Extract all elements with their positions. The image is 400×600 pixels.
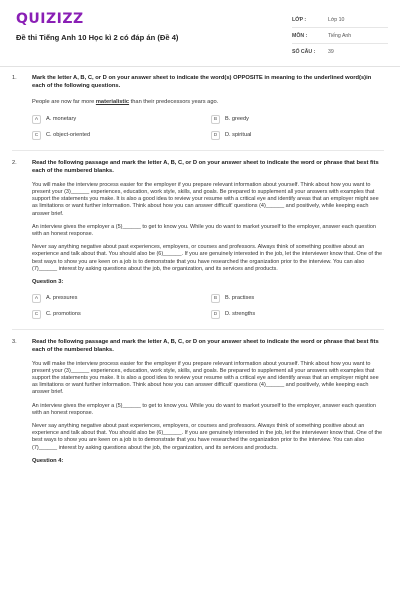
statement-after: than their predecessors years ago. <box>129 98 219 105</box>
sub-question-label: Question 4: <box>32 457 64 464</box>
passage-paragraph: You will make the interview process easier for the employer if you prepare relevant information about yourself. Think about how you want to present your (3)______ experiences, education, work style, skills, and goals. Be prepared to supplement all your answers with examples that support the statements you make. It is also a good idea to review your resume with a critical eye and identify areas that an employer might see as limitations or want further information. Think about how you can answer difficult' questions (4)______ and positively, while keeping each answer brief. <box>32 181 379 217</box>
question-prompt: Read the following passage and mark the letter A, B, C, or D on your answer sheet to indicate the word or phrase that best fits each of the numbered blanks. <box>32 339 379 353</box>
option-letter-box[interactable]: C <box>32 310 41 319</box>
option-text: D. strengths <box>225 311 256 318</box>
question-number: 2. <box>12 160 17 167</box>
option-a[interactable] <box>32 114 205 124</box>
option-text: A. monetary <box>46 116 77 123</box>
option-letter-box[interactable]: D <box>211 131 220 140</box>
question-header <box>12 339 384 355</box>
meta-label: SỐ CÂU : <box>292 48 316 55</box>
passage-paragraph: An interview gives the employer a (5)______ to get to know you. While you do want to market yourself to the employer, answer each question with an honest response. <box>32 223 376 237</box>
question-header <box>12 75 384 91</box>
option-c[interactable] <box>32 309 205 319</box>
question-number: 3. <box>12 339 17 346</box>
answer-options <box>32 293 384 319</box>
document-title: Đề thi Tiếng Anh 10 Học kì 2 có đáp án (Đề 4) <box>16 33 179 42</box>
passage-paragraph: Never say anything negative about past experiences, employers, or courses and professors. Always think of something positive about an experience and talk about that. You should also be (6)______. If you are genuinely interested in the job, let the interviewer know that. One of the best ways to show you are keen on a job is to demonstrate that you have researched the organization prior to the interview. You can also (7)______ interest by asking questions about the job, the organization, and its services and products. <box>32 423 383 451</box>
meta-info <box>292 12 388 59</box>
option-text: D. spiritual <box>225 132 252 139</box>
option-letter-box[interactable]: A <box>32 115 41 124</box>
question-list <box>0 66 400 600</box>
meta-label: MÔN : <box>292 32 308 39</box>
option-a[interactable] <box>32 293 205 303</box>
option-text: B. greedy <box>225 116 249 123</box>
meta-label: LỚP : <box>292 16 307 23</box>
question-statement <box>32 99 384 107</box>
question-2 <box>12 151 384 330</box>
meta-row-count <box>292 44 388 59</box>
question-header <box>12 160 384 176</box>
option-text: B. practises <box>225 295 255 302</box>
question-prompt: Mark the letter A, B, C, or D on your answer sheet to indicate the word(s) OPPOSITE in meaning to the underlined word(s)in each of the following questions. <box>32 75 372 89</box>
option-letter-box[interactable]: A <box>32 294 41 303</box>
question-1 <box>12 66 384 151</box>
option-text: C. promotions <box>46 311 81 318</box>
question-number: 1. <box>12 75 17 81</box>
sub-question-label: Question 3: <box>32 279 64 286</box>
question-prompt: Read the following passage and mark the letter A, B, C, or D on your answer sheet to indicate the word or phrase that best fits each of the numbered blanks. <box>32 160 379 174</box>
option-letter-box[interactable]: C <box>32 131 41 140</box>
question-body <box>32 361 384 464</box>
statement-before: People are now far more <box>32 98 96 105</box>
option-letter-box[interactable]: B <box>211 294 220 303</box>
passage-paragraph: Never say anything negative about past experiences, employers, or courses and professors. Always think of something positive about an experience and talk about that. You should also be (6)______. If you are genuinely interested in the job, let the interviewer know that. One of the best ways to show you are keen on a job is to demonstrate that you have researched the organization prior to the interview. You can also (7)______ interest by asking questions about the job, the organization, and its services and products. <box>32 244 383 272</box>
option-letter-box[interactable]: D <box>211 310 220 319</box>
option-c[interactable] <box>32 130 205 140</box>
page-header <box>0 0 400 67</box>
option-b[interactable] <box>211 293 384 303</box>
option-b[interactable] <box>211 114 384 124</box>
passage-paragraph: An interview gives the employer a (5)______ to get to know you. While you do want to market yourself to the employer, answer each question with an honest response. <box>32 402 376 416</box>
meta-value: Lớp 10 <box>328 16 345 23</box>
meta-row-subject <box>292 28 388 44</box>
option-letter-box[interactable]: B <box>211 115 220 124</box>
quizizz-logo[interactable]: QUIZIZZ <box>16 11 84 27</box>
question-3 <box>12 330 384 464</box>
underlined-word: materialistic <box>95 98 130 105</box>
question-body <box>32 182 384 319</box>
option-text: C. object-oriented <box>46 132 91 139</box>
answer-options <box>32 114 384 140</box>
option-d[interactable] <box>211 130 384 140</box>
option-text: A. pressures <box>46 295 78 302</box>
meta-row-class <box>292 12 388 28</box>
meta-value: Tiếng Anh <box>328 32 352 39</box>
question-body <box>32 99 384 141</box>
passage-paragraph: You will make the interview process easier for the employer if you prepare relevant information about yourself. Think about how you want to present your (3)______ experiences, education, work style, skills, and goals. Be prepared to supplement all your answers with examples that support the statements you make. It is also a good idea to review your resume with a critical eye and identify areas that an employer might see as limitations or want further information. Think about how you can answer difficult' questions (4)______ and positively, while keeping each answer brief. <box>32 360 379 396</box>
option-d[interactable] <box>211 309 384 319</box>
meta-value: 39 <box>328 48 334 55</box>
